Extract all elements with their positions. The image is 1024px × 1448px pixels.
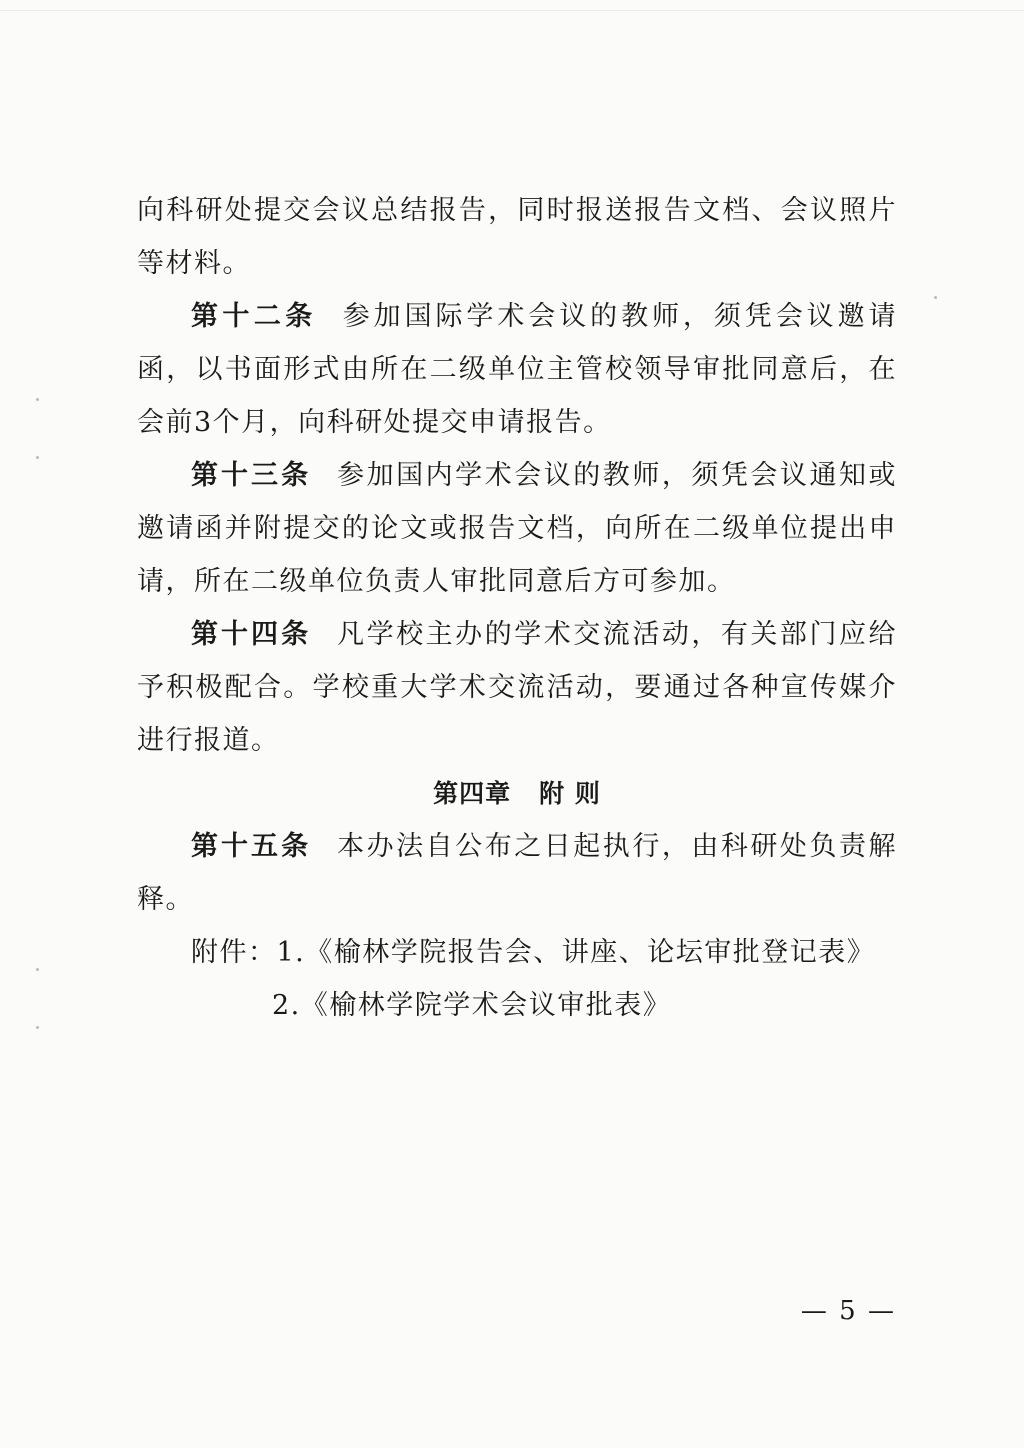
article-12-label: 第十二条 [191, 301, 317, 332]
scan-speck [36, 456, 39, 459]
article-15 [137, 820, 897, 926]
article-13-label: 第十三条 [191, 460, 312, 491]
chapter-number: 第四章 [433, 779, 512, 808]
article-12-text: 参加国际学术会议的教师，须凭会议邀请函，以书面形式由所在二级单位主管校领导审批同意后，在会前3个月，向科研处提交申请报告。 [137, 301, 898, 438]
scan-speck [36, 1026, 39, 1029]
article-15-label: 第十五条 [191, 831, 312, 862]
article-14 [137, 608, 897, 767]
article-14-label: 第十四条 [191, 619, 312, 650]
article-15-text: 本办法自公布之日起执行，由科研处负责解释。 [137, 831, 898, 915]
attachment-row-2 [137, 979, 897, 1032]
article-13-text: 参加国内学术会议的教师，须凭会议通知或邀请函并附提交的论文或报告文档，向所在二级单位提出申请，所在二级单位负责人审批同意后方可参加。 [137, 460, 898, 597]
chapter-heading [137, 767, 897, 820]
page-number: — 5 — [800, 1296, 896, 1326]
chapter-title: 附 则 [539, 779, 601, 808]
scan-speck [36, 968, 39, 971]
article-13 [137, 449, 897, 608]
attachment-row-1 [137, 926, 897, 979]
article-14-text: 凡学校主办的学术交流活动，有关部门应给予积极配合。学校重大学术交流活动，要通过各种宣传媒介进行报道。 [137, 619, 898, 756]
scan-page-edge [0, 10, 1024, 11]
scan-speck [36, 398, 39, 401]
scan-speck [934, 296, 937, 299]
attachment-item-1: 1.《榆林学院报告会、讲座、论坛审批登记表》 [276, 937, 876, 968]
paragraph-continuation: 向科研处提交会议总结报告，同时报送报告文档、会议照片等材料。 [137, 195, 897, 279]
attachment-item-2: 2.《榆林学院学术会议审批表》 [272, 990, 672, 1021]
document-body [137, 184, 897, 1032]
article-12 [137, 290, 897, 449]
attachments-label: 附件： [191, 937, 277, 968]
